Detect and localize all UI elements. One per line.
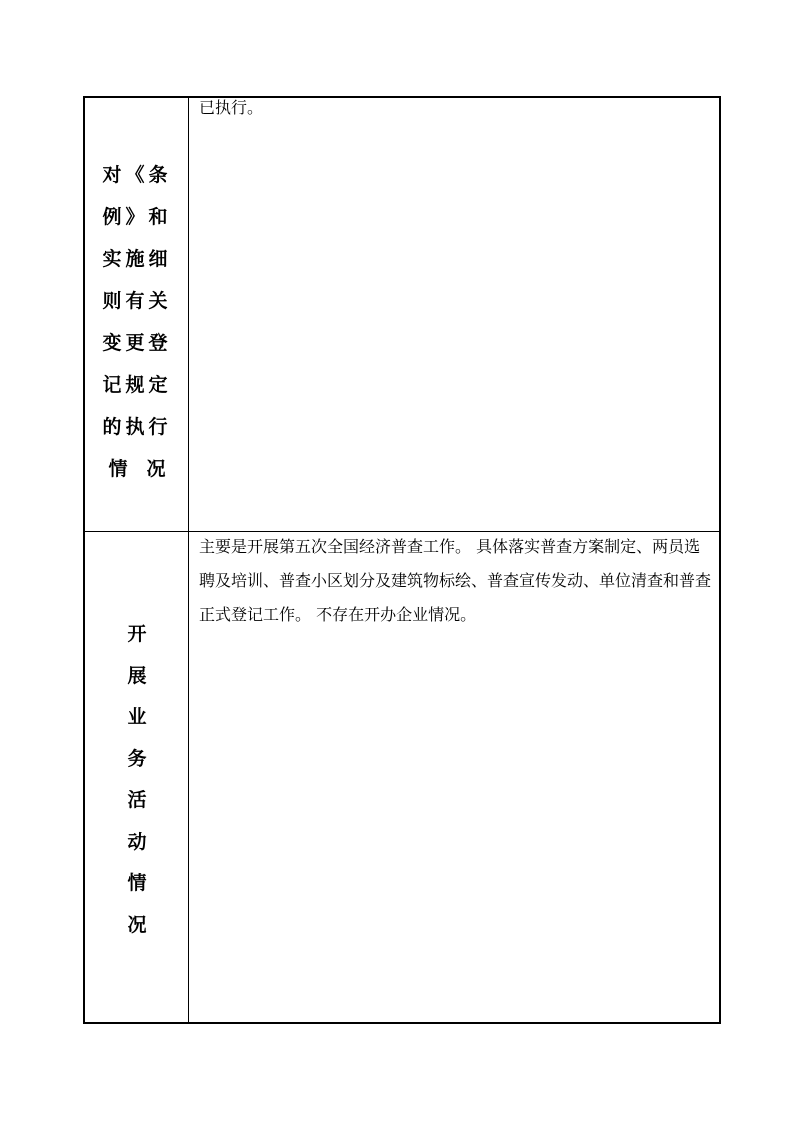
label-line: 记规定 <box>102 374 172 396</box>
label-line: 况 <box>127 913 147 936</box>
label-line: 展 <box>127 664 147 687</box>
report-form-table <box>83 96 721 1024</box>
label-line: 对《条 <box>102 164 172 186</box>
label-line: 动 <box>127 830 147 853</box>
label-line: 的执行 <box>102 416 172 438</box>
change-registration-content: 已执行。 <box>199 98 264 117</box>
label-line: 情 <box>127 872 147 894</box>
business-activities-label-cell <box>85 532 189 1022</box>
label-line: 情 况 <box>108 458 166 480</box>
change-registration-row <box>85 98 719 532</box>
label-line: 例》和 <box>102 206 172 228</box>
business-activities-content-cell <box>189 532 719 1022</box>
change-registration-label <box>85 154 189 490</box>
change-registration-label-cell <box>85 98 189 531</box>
business-activities-label <box>85 614 189 946</box>
business-activities-row <box>85 532 719 1022</box>
business-activities-content: 主要是开展第五次全国经济普查工作。 具体落实普查方案制定、两员选聘及培训、普查小区划分及建筑物标绘、普查宣传发动、单位清查和普查正式登记工作。 不存在开办企业情况。 <box>199 537 712 624</box>
label-line: 则有关 <box>102 290 172 312</box>
label-line: 变更登 <box>102 332 172 354</box>
label-line: 开 <box>127 623 147 645</box>
change-registration-content-cell <box>189 98 719 531</box>
label-line: 业 <box>127 706 147 728</box>
label-line: 实施细 <box>102 248 172 270</box>
label-line: 活 <box>127 789 147 811</box>
label-line: 务 <box>127 747 147 770</box>
